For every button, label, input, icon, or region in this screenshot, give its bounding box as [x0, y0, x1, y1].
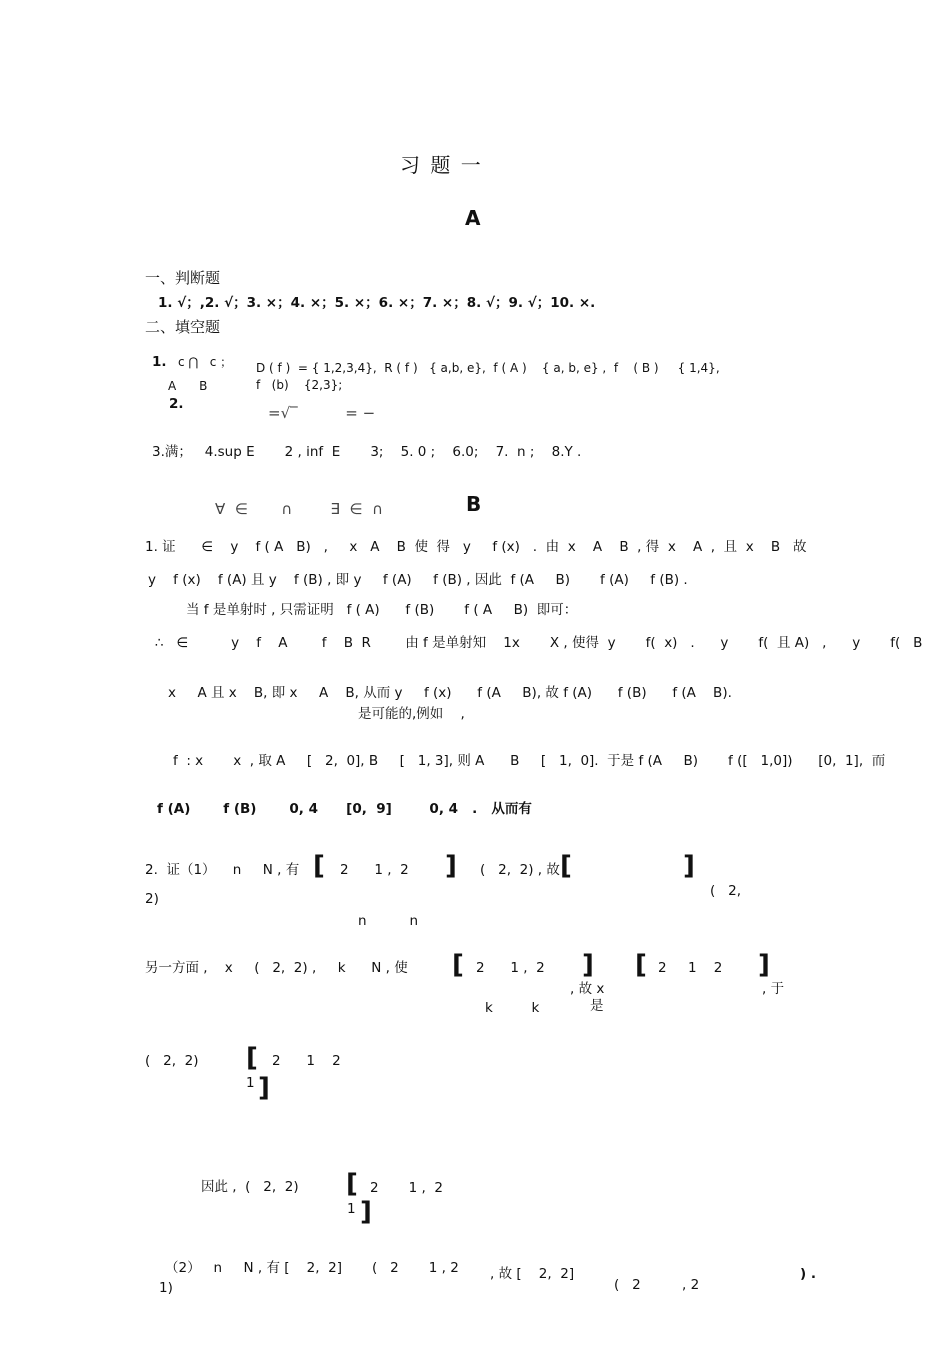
proof1-line6: f : x x , 取 A [ 2, 0], B [ 1, 3], 则 A B [ 1, 0]. 于是 f (A B) f ([ 1,0]) [0, 1], 而 [173, 753, 886, 769]
right-bracket: ] [582, 950, 594, 980]
proof2-one: 1 [246, 1075, 255, 1091]
proof2-line5: （2） n N , 有 [ 2, 2] ( 2 1 , 2 [165, 1260, 459, 1276]
fill-1-ab: A B [168, 379, 208, 393]
proof1-line5: x A 且 x B, 即 x A B, 从而 y f (x) f (A B), 故 f (A) f (B) f (A B). [168, 685, 732, 701]
page-title: 习 题 一 [400, 153, 483, 177]
fill-1-sub: f (b) {2,3}; [256, 378, 343, 392]
proof2-line5e: ) . [800, 1266, 816, 1282]
proof2-line2b: , 故 x [570, 981, 605, 997]
fill-2-number: 2. [169, 396, 184, 412]
proof2-line1b: ( 2, 2) , 故 [480, 862, 560, 878]
section1-heading: 一、判断题 [145, 269, 221, 287]
proof1-line2: y f (x) f (A) 且 y f (B) , 即 y f (A) f (B) , 因此 f (A B) f (A) f (B) . [148, 572, 688, 588]
proof2-range4: 2 1 2 [272, 1053, 341, 1069]
proof2-line3: ( 2, 2) [145, 1053, 199, 1069]
proof2-range5: 2 1 , 2 [370, 1180, 443, 1196]
proof2-line2d: , 于 [762, 981, 785, 997]
left-bracket: [ [560, 851, 572, 881]
fill-3-line: 3.满； 4.sup E 2 , inf E 3; 5. 0 ; 6.0; 7. n ; 8.Y . [152, 444, 582, 460]
section1-answers: 1. √；,2. √；3. ×；4. ×；5. ×；6. ×；7. ×；8. √；9. √；10. ×. [158, 295, 596, 311]
proof1-note: 是可能的,例如 , [358, 706, 465, 722]
left-bracket: [ [452, 950, 464, 980]
section2-heading: 二、填空题 [145, 318, 221, 336]
proof2-line5b: , 故 [ 2, 2] [490, 1266, 575, 1282]
proof2-line1c: ( 2, [710, 883, 742, 899]
proof2-line2: 另一方面 , x ( 2, 2) , k N , 使 [145, 960, 408, 976]
left-bracket: [ [246, 1043, 258, 1073]
right-bracket: ] [360, 1197, 372, 1227]
proof2-line1: 2. 证（1） n N , 有 [145, 862, 300, 878]
proof2-range3: 2 1 2 [658, 960, 723, 976]
proof2-range1: 2 1 , 2 [340, 862, 409, 878]
part-a-heading: A [465, 206, 481, 230]
proof2-kk: k k [485, 1000, 540, 1016]
part-b-heading: B [466, 492, 482, 516]
left-bracket: [ [346, 1169, 358, 1199]
right-bracket: ] [445, 851, 457, 881]
proof2-line5c: ( 2 [614, 1277, 641, 1293]
proof2-nn: n n [358, 913, 419, 929]
left-bracket: [ [313, 851, 325, 881]
left-bracket: [ [635, 950, 647, 980]
fill-2-symbols: =√‾ = − [268, 404, 376, 422]
quantifier-row: ∀ ∈ ∩ ∃ ∈ ∩ [215, 500, 383, 518]
proof2-end: 1) [159, 1280, 173, 1296]
fill-1-symbols: c ⋂ c ； [178, 355, 233, 369]
proof1-line7: f (A) f (B) 0, 4 [0, 9] 0, 4 . 从而有 [157, 801, 532, 817]
proof1-line1: 1. 证 ∈ y f ( A B) , x A B 使 得 y f (x) . 由 x A B , 得 x A , 且 x B 故 [145, 539, 807, 555]
proof2-close: 2) [145, 891, 159, 907]
fill-1-main: D ( f ) = { 1,2,3,4}, R ( f ) { a,b, e}, f ( A ) { a, b, e} , f ( B ) { 1,4}, [256, 361, 720, 375]
proof2-line5d: , 2 [682, 1277, 700, 1293]
right-bracket: ] [758, 950, 770, 980]
fill-1-number: 1. [152, 354, 167, 370]
proof2-one: 1 [347, 1201, 356, 1217]
proof1-line3: 当 f 是单射时 , 只需证明 f ( A) f (B) f ( A B) 即可： [186, 602, 578, 618]
right-bracket: ] [683, 851, 695, 881]
proof1-line4: ∴ ∈ y f A f B R 由 f 是单射知 1x X , 使得 y f( x) . y f( 且 A) , y f( B [155, 635, 923, 651]
proof2-range2: 2 1 , 2 [476, 960, 545, 976]
proof2-line4: 因此 , ( 2, 2) [201, 1179, 299, 1195]
right-bracket: ] [258, 1073, 270, 1103]
proof2-line2c: 是 [590, 998, 604, 1014]
